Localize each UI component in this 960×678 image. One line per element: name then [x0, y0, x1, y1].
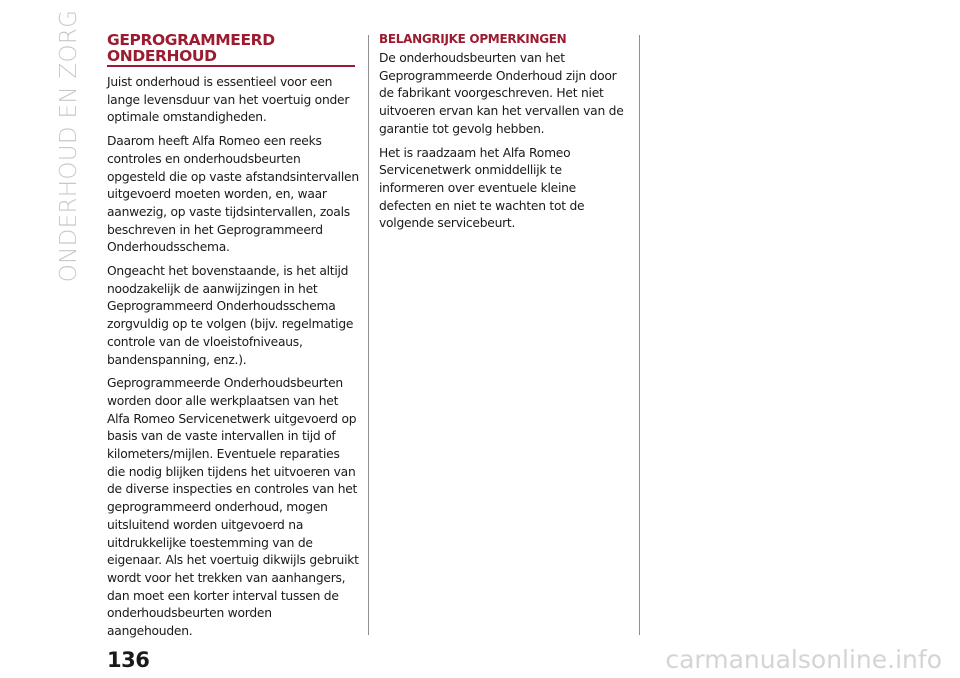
section-title	[107, 32, 359, 64]
watermark: carmanualsonline.info	[665, 645, 942, 674]
paragraph: Ongeacht het bovenstaande, is het altijd noodzakelijk de aanwijzingen in het Geprogrammeerd Onderhoudsschema zorgvuldig op te volgen (bijv. regelmatige controle van de vloeistofniveaus, bandenspanning, enz.).	[107, 264, 354, 367]
paragraph: Geprogrammeerde Onderhoudsbeurten worden door alle werkplaatsen van het Alfa Romeo Servicenetwerk uitgevoerd op basis van de vaste intervallen in tijd of kilometers/mijlen. Eventuele reparaties die nodig blijken tijdens het uitvoeren van de diverse inspecties en controles van het geprogrammeerd onderhoud, mogen uitsluitend worden uitgevoerd na uitdrukkelijke toestemming van de eigenaar. Als het voertuig dikwijls gebruikt wordt voor het trekken van aanhangers, dan moet een korter interval tussen de onderhoudsbeurten worden aangehouden.	[107, 376, 359, 639]
column-divider	[639, 35, 640, 635]
section-title-line2: ONDERHOUD	[107, 47, 217, 65]
left-column	[107, 32, 359, 647]
paragraph: Daarom heeft Alfa Romeo een reeks controles en onderhoudsbeurten opgesteld die op vaste afstandsintervallen uitgevoerd moeten worden, en, waar aanwezig, op vaste tijdsintervallen, zoals beschreven in het Geprogrammeerd Onderhoudsschema.	[107, 134, 359, 255]
column-divider	[368, 35, 369, 635]
section-title-line1: GEPROGRAMMEERD	[107, 31, 275, 49]
right-column	[379, 32, 629, 239]
title-underline	[107, 65, 355, 67]
paragraph: Het is raadzaam het Alfa Romeo Servicenetwerk onmiddellijk te informeren over eventuele kleine defecten en niet te wachten tot de volgende servicebeurt.	[379, 145, 585, 231]
chapter-side-tab	[53, 9, 85, 283]
notes-subtitle: BELANGRIJKE OPMERKINGEN	[379, 32, 567, 46]
paragraph: De onderhoudsbeurten van het Geprogrammeerde Onderhoud zijn door de fabrikant voorgeschreven. Het niet uitvoeren ervan kan het vervallen van de garantie tot gevolg hebben.	[379, 51, 624, 136]
chapter-side-tab-label: ONDERHOUD EN ZORG	[56, 9, 82, 283]
paragraph: Juist onderhoud is essentieel voor een lange levensduur van het voertuig onder optimale omstandigheden.	[107, 75, 350, 125]
page-number: 136	[107, 648, 150, 672]
